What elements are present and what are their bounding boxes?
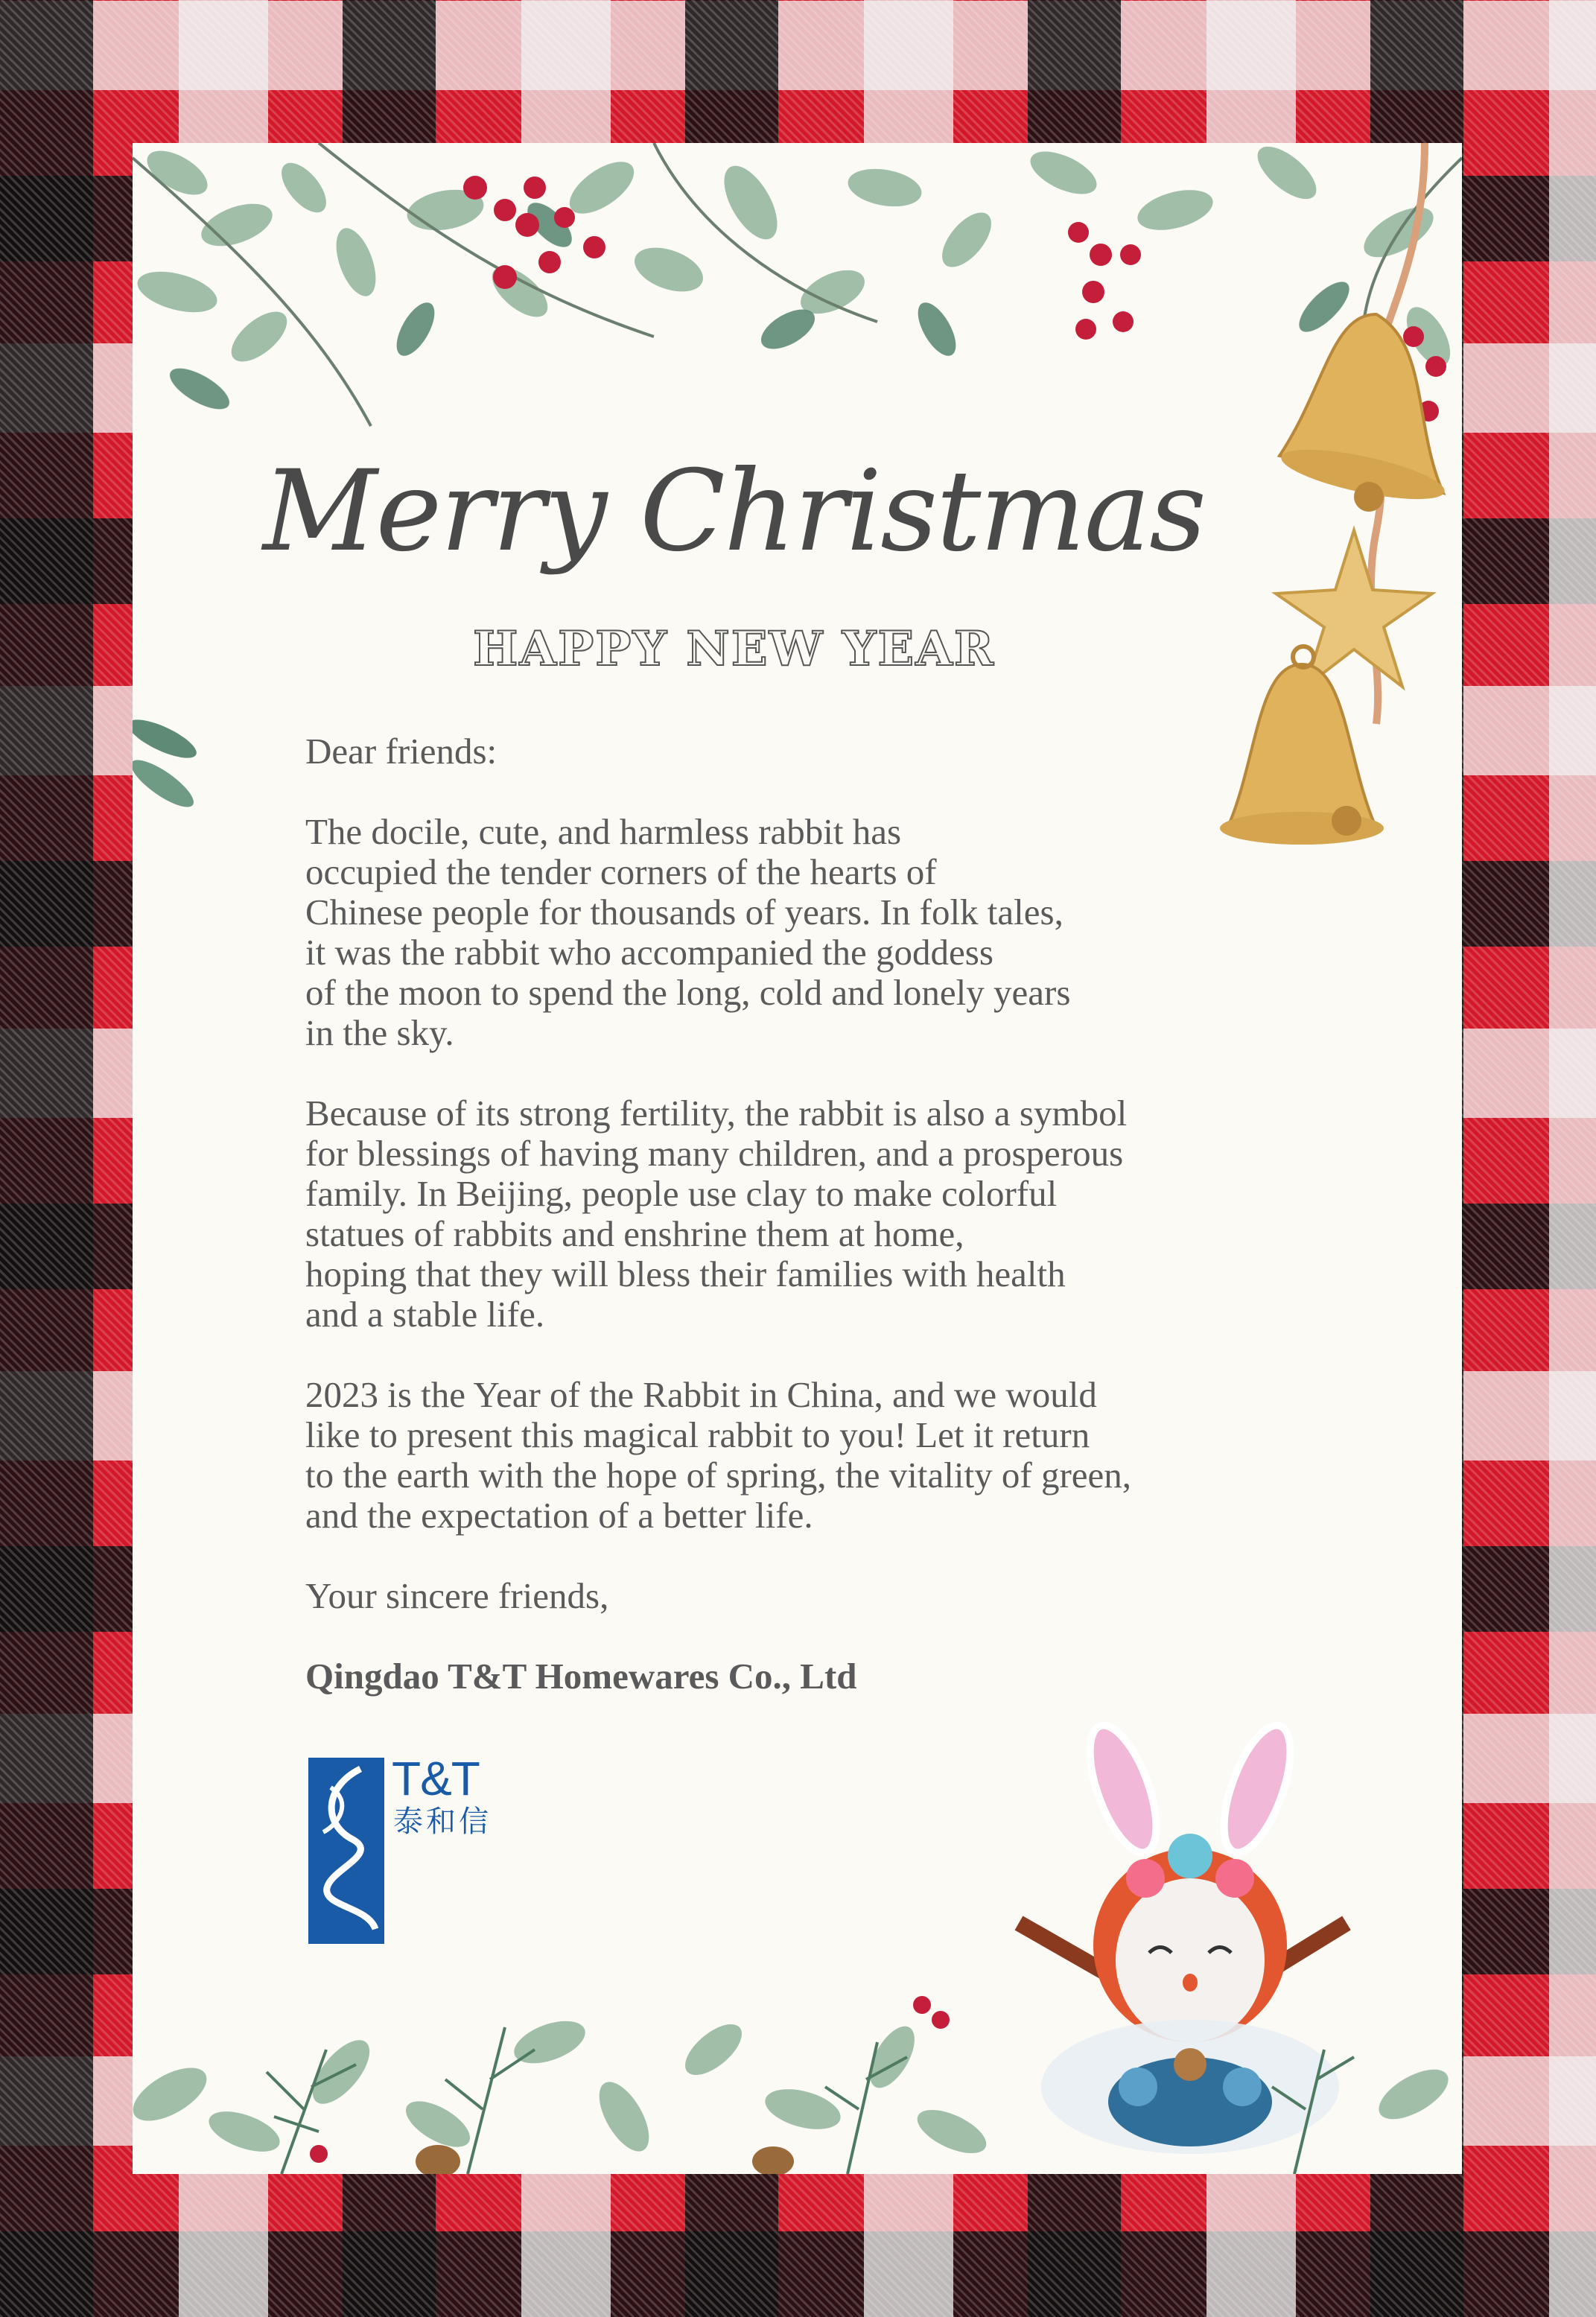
- greeting-card: [133, 143, 1462, 2174]
- letter-paragraph-1: The docile, cute, and harmless rabbit has occupied the tender corners of the hearts of Chinese people for thousands of years. In folk tales, it was the rabbit who accompanied the goddess of the moon to spend the long, cold and lonely years in the sky.: [305, 811, 1071, 1053]
- bottom-foliage-decoration: [133, 1960, 1462, 2174]
- letter-paragraph-3: 2023 is the Year of the Rabbit in China, and we would like to present this magical rabbit to you! Let it return to the earth with the hope of spring, the vitality of green, and the expectation of a better life.: [305, 1374, 1132, 1536]
- logo-name: T&T: [392, 1752, 480, 1805]
- letter-paragraph-2: Because of its strong fertility, the rabbit is also a symbol for blessings of having many children, and a prosperous family. In Beijing, people use clay to make colorful statues of rabbits and enshrine them at home, hoping that they will bless their families with health and a stable life.: [305, 1093, 1128, 1335]
- left-leaves-decoration: [133, 709, 214, 813]
- logo-mark: [308, 1758, 384, 1944]
- title-merry-christmas: Merry Christmas: [262, 447, 1206, 576]
- logo-swirl-icon: [308, 1758, 384, 1944]
- letter-greeting: Dear friends:: [305, 731, 497, 772]
- company-name: Qingdao T&T Homewares Co., Ltd: [305, 1656, 857, 1697]
- subtitle-happy-new-year: HAPPY NEW YEAR: [472, 621, 996, 677]
- letter-body: [305, 731, 1363, 1697]
- logo-chinese-name: 泰和信: [393, 1805, 492, 1839]
- letter-closing: Your sincere friends,: [305, 1575, 609, 1616]
- company-logo: [308, 1752, 509, 1944]
